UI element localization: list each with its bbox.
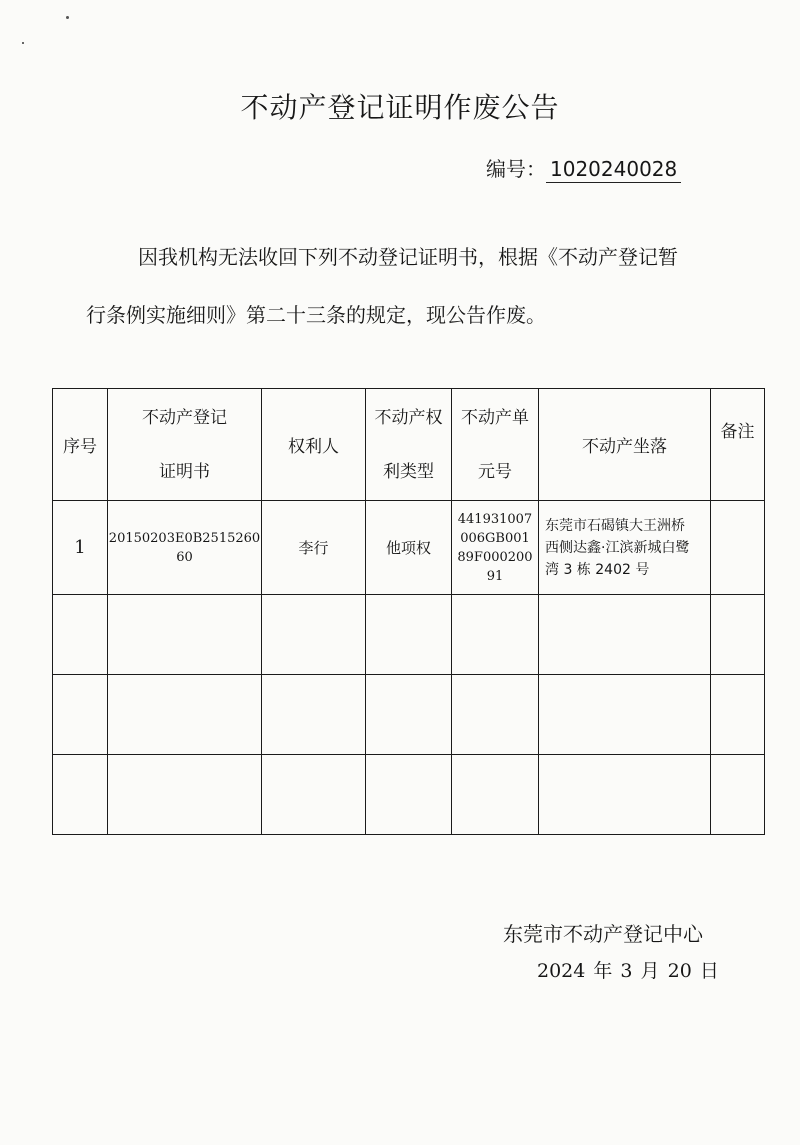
empty-cell <box>539 595 711 675</box>
table-row-empty <box>53 755 765 835</box>
empty-cell <box>108 595 262 675</box>
cell-unit-number-line3: 89F000200 <box>457 549 533 565</box>
cell-seq: 1 <box>53 501 108 595</box>
certificate-table <box>52 388 765 835</box>
cell-certificate-line1: 20150203E0B2515260 <box>108 530 261 546</box>
cell-remark <box>711 501 765 595</box>
empty-cell <box>366 675 452 755</box>
cell-location-line2: 西侧达鑫·江滨新城白鹭 <box>545 539 690 556</box>
document-number-label: 编号： <box>486 157 546 181</box>
empty-cell <box>366 755 452 835</box>
empty-cell <box>452 755 539 835</box>
announcement-body <box>86 228 746 344</box>
cell-unit-number-line4: 91 <box>486 568 504 584</box>
empty-cell <box>53 675 108 755</box>
header-location: 不动产坐落 <box>539 389 711 501</box>
header-seq: 序号 <box>53 389 108 501</box>
table-row-empty <box>53 595 765 675</box>
cell-location <box>539 501 711 595</box>
header-unit-number-line1: 不动产单 <box>461 407 529 428</box>
scan-speck <box>66 16 69 19</box>
table-row-empty <box>53 675 765 755</box>
cell-unit-number-line2: 006GB001 <box>460 530 530 546</box>
empty-cell <box>452 675 539 755</box>
empty-cell <box>452 595 539 675</box>
empty-cell <box>366 595 452 675</box>
document-number <box>486 153 681 183</box>
cell-unit-number <box>452 501 539 595</box>
empty-cell <box>539 755 711 835</box>
cell-holder: 李行 <box>262 501 366 595</box>
cell-location-line3: 湾 3 栋 2402 号 <box>545 561 650 578</box>
cell-unit-number-line1: 441931007 <box>457 511 533 527</box>
header-right-type-line2: 利类型 <box>383 461 434 482</box>
header-unit-number <box>452 389 539 501</box>
header-remark: 备注 <box>711 389 765 501</box>
scan-speck <box>22 42 24 44</box>
empty-cell <box>711 755 765 835</box>
cell-right-type: 他项权 <box>366 501 452 595</box>
issuing-organization: 东莞市不动产登记中心 <box>503 922 703 946</box>
header-right-type <box>366 389 452 501</box>
empty-cell <box>262 755 366 835</box>
empty-cell <box>262 675 366 755</box>
empty-cell <box>53 595 108 675</box>
table-header-row <box>53 389 765 501</box>
cell-certificate <box>108 501 262 595</box>
empty-cell <box>262 595 366 675</box>
cell-location-line1: 东莞市石碣镇大王洲桥 <box>545 517 685 534</box>
header-right-type-line1: 不动产权 <box>374 407 443 428</box>
header-unit-number-line2: 元号 <box>478 461 512 482</box>
empty-cell <box>539 675 711 755</box>
empty-cell <box>711 595 765 675</box>
empty-cell <box>53 755 108 835</box>
document-number-value: 1020240028 <box>546 157 681 183</box>
empty-cell <box>108 755 262 835</box>
header-certificate-line2: 证明书 <box>159 461 210 482</box>
table-row <box>53 501 765 595</box>
page-title: 不动产登记证明作废公告 <box>240 91 560 124</box>
body-line-1: 因我机构无法收回下列不动登记证明书，根据《不动产登记暂 <box>138 245 678 269</box>
empty-cell <box>711 675 765 755</box>
empty-cell <box>108 675 262 755</box>
body-line-2: 行条例实施细则》第二十三条的规定，现公告作废。 <box>86 303 546 327</box>
header-certificate-line1: 不动产登记 <box>142 407 227 428</box>
header-holder: 权利人 <box>262 389 366 501</box>
issue-date: 2024 年 3 月 20 日 <box>537 960 719 982</box>
header-certificate <box>108 389 262 501</box>
cell-certificate-line2: 60 <box>176 549 193 565</box>
